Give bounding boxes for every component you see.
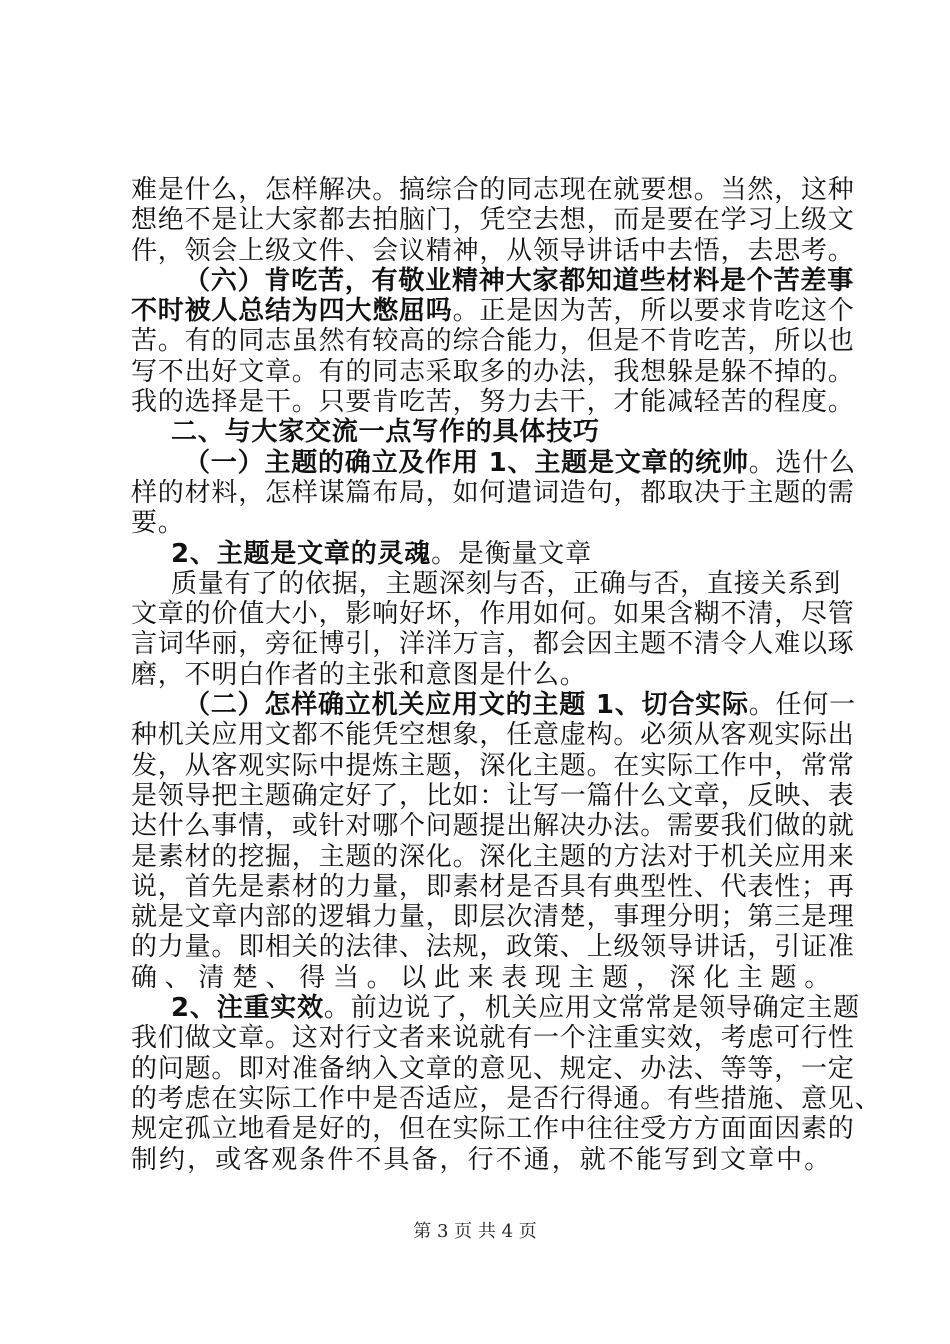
- page-footer: [0, 1217, 950, 1243]
- text-line: 质量有了的依据，主题深刻与否，正确与否，直接关系到: [171, 568, 842, 599]
- text-line: 确、清楚、得当。以此来表现主题，深化主题。: [131, 962, 831, 993]
- bold-run: 不时被人总结为四大憋屈吗: [131, 296, 453, 327]
- plain-run: 。选什么: [748, 447, 856, 478]
- text-line: [131, 296, 855, 327]
- text-line: 制约，或客观条件不具备，行不通，就不能写到文章中。: [131, 1144, 831, 1175]
- text-line: 就是文章内部的逻辑力量，即层次清楚，事理分明；第三是理: [131, 902, 855, 933]
- bold-run: 2、主题是文章的灵魂: [171, 538, 432, 569]
- text-line: 发，从客观实际中提炼主题，深化主题。在实际工作中，常常: [131, 750, 855, 781]
- plain-run: 。正是因为苦，所以要求肯吃这个: [452, 296, 855, 327]
- text-line: 规定孤立地看是好的，但在实际工作中往往受方方面面因素的: [131, 1114, 855, 1145]
- text-line: 是素材的挖掘，主题的深化。深化主题的方法对于机关应用来: [131, 841, 855, 872]
- text-line: 磨，不明白作者的主张和意图是什么。: [131, 659, 587, 690]
- text-line: 言词华丽，旁征博引，洋洋万言，都会因主题不清令人难以琢: [131, 629, 855, 660]
- text-line: 的问题。即对准备纳入文章的意见、规定、办法、等等，一定: [131, 1053, 855, 1084]
- text-line: 件，领会上级文件、会议精神，从领导讲话中去悟，去思考。: [131, 235, 855, 266]
- text-line: 我的选择是干。只要肯吃苦，努力去干，才能减轻苦的程度。: [131, 387, 855, 418]
- text-line: 文章的价值大小，影响好坏，作用如何。如果含糊不清，尽管: [131, 599, 855, 630]
- heading-six-bold: （六）肯吃苦，有敬业精神大家都知道些材料是个苦差事: [184, 265, 855, 296]
- text-line: 难是什么，怎样解决。搞综合的同志现在就要想。当然，这种: [131, 175, 855, 205]
- text-line: [131, 690, 856, 721]
- text-line: 的力量。即相关的法律、法规，政策、上级领导讲话，引证准: [131, 932, 855, 963]
- text-line: 苦。有的同志虽然有较高的综合能力，但是不肯吃苦，所以也: [131, 326, 855, 357]
- text-line: 达什么事情，或针对哪个问题提出解决办法。需要我们做的就: [131, 811, 855, 842]
- text-line: 我们做文章。这对行文者来说就有一个注重实效，考虑可行性: [131, 1023, 855, 1054]
- text-line: 说，首先是素材的力量，即素材是否具有典型性、代表性；再: [131, 871, 855, 902]
- plain-run: 。前边说了，机关应用文常常是领导确定主题: [323, 993, 860, 1024]
- page-number: 第 3 页 共 4 页: [413, 1221, 537, 1242]
- text-line: 想绝不是让大家都去拍脑门，凭空去想，而是要在学习上级文: [131, 205, 855, 236]
- document-body: [131, 175, 882, 1175]
- text-line: [131, 993, 860, 1024]
- heading-six: [131, 265, 855, 296]
- text-line: 要。: [131, 508, 185, 539]
- section-two-heading: [131, 417, 831, 447]
- bold-run: 2、注重实效: [171, 993, 324, 1024]
- plain-run: 。是衡量文章: [431, 538, 592, 569]
- text-line: 的考虑在实际工作中是否适应，是否行得通。有些措施、意见、: [131, 1083, 882, 1114]
- text-line: 写不出好文章。有的同志采取多的办法，我想躲是躲不掉的。: [131, 356, 855, 387]
- bold-run: （一）主题的确立及作用 1、主题是文章的统帅: [184, 447, 749, 478]
- text-line: 是领导把主题确定好了，比如：让写一篇什么文章，反映、表: [131, 780, 855, 811]
- section-two-title: 二、与大家交流一点写作的具体技巧: [171, 417, 600, 448]
- text-line: 种机关应用文都不能凭空想象，任意虚构。必须从客观实际出: [131, 720, 855, 751]
- plain-run: 。任何一: [748, 690, 856, 721]
- bold-run: （二）怎样确立机关应用文的主题 1、切合实际: [184, 690, 749, 721]
- text-line: 样的材料，怎样谋篇布局，如何遣词造句，都取决于主题的需: [131, 477, 855, 508]
- text-line: [131, 447, 856, 478]
- text-line: [131, 539, 831, 569]
